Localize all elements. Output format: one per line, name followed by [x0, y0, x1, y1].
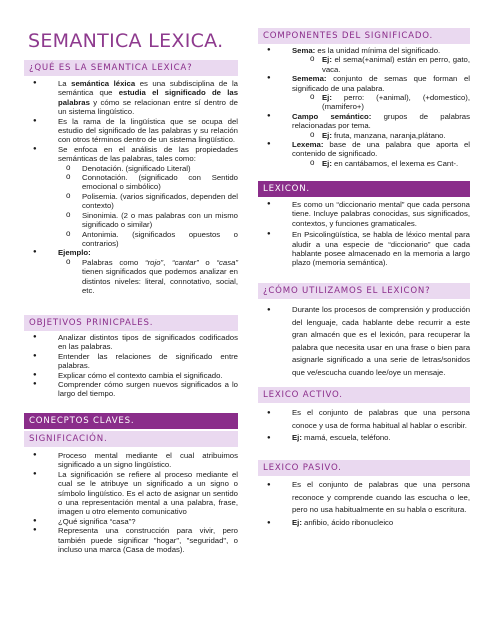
- sub-list-item: o Denotación. (significado Literal): [24, 164, 238, 173]
- section-header-utilizamos: ¿CÓMO UTILIZAMOS EL LEXICON?: [258, 283, 470, 299]
- page-title: SEMANTICA LEXICA.: [28, 30, 224, 52]
- list-item: ● Proceso mental mediante el cual atribuimos significado a un signo lingüístico.: [24, 451, 238, 470]
- list-item: ● Durante los procesos de comprensión y producción del lenguaje, cada hablante debe recurrir a este gran almacén que es el lexicón, para recuperar la palabra que necesita usar en una frase o bien para asignarle significado a una serie de letras/sonidos que ve/escucha cuando lee/oye un mensaje.: [258, 304, 470, 380]
- sub-list-item: o Ej: perro: (+animal), (+domestico), (mamifero+): [258, 93, 470, 112]
- list-item: ● Ej: anfibio, ácido ribonucleico: [258, 517, 470, 530]
- sub-list-item: o Ej: el sema(+animal) están en perro, gato, vaca.: [258, 55, 470, 74]
- list-item: ● Explicar cómo el contexto cambia el significado.: [24, 371, 238, 380]
- objetivos-section: [24, 333, 238, 399]
- list-item: ● Ejemplo:: [24, 248, 238, 257]
- sub-list-item: o Polisemia. (varios significados, dependen del contexto): [24, 192, 238, 211]
- significacion-section: [24, 451, 238, 554]
- section-header-componentes: COMPONENTES DEL SIGNIFICADO.: [258, 28, 470, 44]
- section-header-conceptos: CONECPTOS CLAVES.: [24, 413, 238, 429]
- section-header-significacion: SIGNIFICACIÓN.: [24, 431, 238, 447]
- section-header-que-es: ¿QUÉ ES LA SEMANTICA LEXICA?: [24, 60, 238, 76]
- list-item: ● Entender las relaciones de significado entre palabras.: [24, 352, 238, 371]
- componentes-section: [258, 46, 470, 168]
- list-item: ● Es el conjunto de palabras que una persona conoce y usa de forma habitual al hablar o escribir.: [258, 407, 470, 432]
- list-item: ● Comprender cómo surgen nuevos significados a lo largo del tiempo.: [24, 380, 238, 399]
- section-header-pasivo: LEXICO PASIVO.: [258, 460, 470, 476]
- que-es-section: [24, 79, 238, 295]
- list-item: ● Semema: conjunto de semas que forman el significado de una palabra.: [258, 74, 470, 93]
- sub-list-item: o Sinonimia. (2 o mas palabras con un mismo significado o similar): [24, 211, 238, 230]
- lexicon-section: [258, 200, 470, 268]
- list-item: ● La semántica léxica es una subdisciplina de la semántica que estudia el significado de las palabras y cómo se relacionan entre sí dentro de un sistema lingüístico.: [24, 79, 238, 117]
- utilizamos-section: [258, 304, 470, 380]
- list-item: ● La significación se refiere al proceso mediante el cual se le atribuye un significado a un signo o símbolo lingüístico. Es el acto de asignar un sentido o una representación mental a una palabra, frase, imagen u otro elemento comunicativo: [24, 470, 238, 517]
- list-item: ● Representa una construcción para vivir, pero también puede significar "hogar", "seguridad", o incluso una marca (Casa de modas).: [24, 526, 238, 554]
- list-item: ● Sema: es la unidad mínima del significado.: [258, 46, 470, 55]
- sub-list-item: o Antonimia. (significados opuestos o contrarios): [24, 230, 238, 249]
- section-header-activo: LEXICO ACTIVO.: [258, 387, 470, 403]
- list-item: ● En Psicolingüística, se habla de léxico mental para aludir a una especie de “diccionario” que cada hablante posee almacenado en la memoria a largo plazo (memoria semántica).: [258, 230, 470, 268]
- list-item: ● Ej: mamá, escuela, teléfono.: [258, 432, 470, 445]
- list-item: ● Analizar distintos tipos de significados codificados en las palabras.: [24, 333, 238, 352]
- list-item: ● ¿Qué significa “casa”?: [24, 517, 238, 526]
- list-item: ● Es como un “diccionario mental” que cada persona tiene. Incluye palabras conocidas, sus significados, contextos, y funciones gramaticales.: [258, 200, 470, 228]
- sub-list-item: o Ej: en cantábamos, el lexema es Cant-.: [258, 159, 470, 168]
- sub-list-item: o Ej: fruta, manzana, naranja,plátano.: [258, 131, 470, 140]
- list-item: ● Lexema: base de una palabra que aporta el contenido de significado.: [258, 140, 470, 159]
- list-item: ● Campo semántico: grupos de palabras relacionadas por tema.: [258, 112, 470, 131]
- list-item: ● Es la rama de la lingüística que se ocupa del estudio del significado de las palabras y su relación con otros términos dentro de un sistema lingüístico.: [24, 117, 238, 145]
- sub-list-item: o Palabras como “rojo”, “cantar” o “casa” tienen significados que podemos analizar en distintos niveles: literal, connotativo, social, etc.: [24, 258, 238, 296]
- section-header-lexicon: LEXICON.: [258, 181, 470, 197]
- list-item: ● Es el conjunto de palabras que una persona reconoce y comprende cuando las escucha o lee, pero no usa habitualmente en su habla o escritura.: [258, 479, 470, 517]
- sub-list-item: o Connotación. (significado con Sentido emocional o simbólico): [24, 173, 238, 192]
- list-item: ● Se enfoca en el análisis de las propiedades semánticas de las palabras, tales como:: [24, 145, 238, 164]
- section-header-objetivos: OBJETIVOS PRINICPALES.: [24, 315, 238, 331]
- activo-section: [258, 407, 470, 445]
- pasivo-section: [258, 479, 470, 529]
